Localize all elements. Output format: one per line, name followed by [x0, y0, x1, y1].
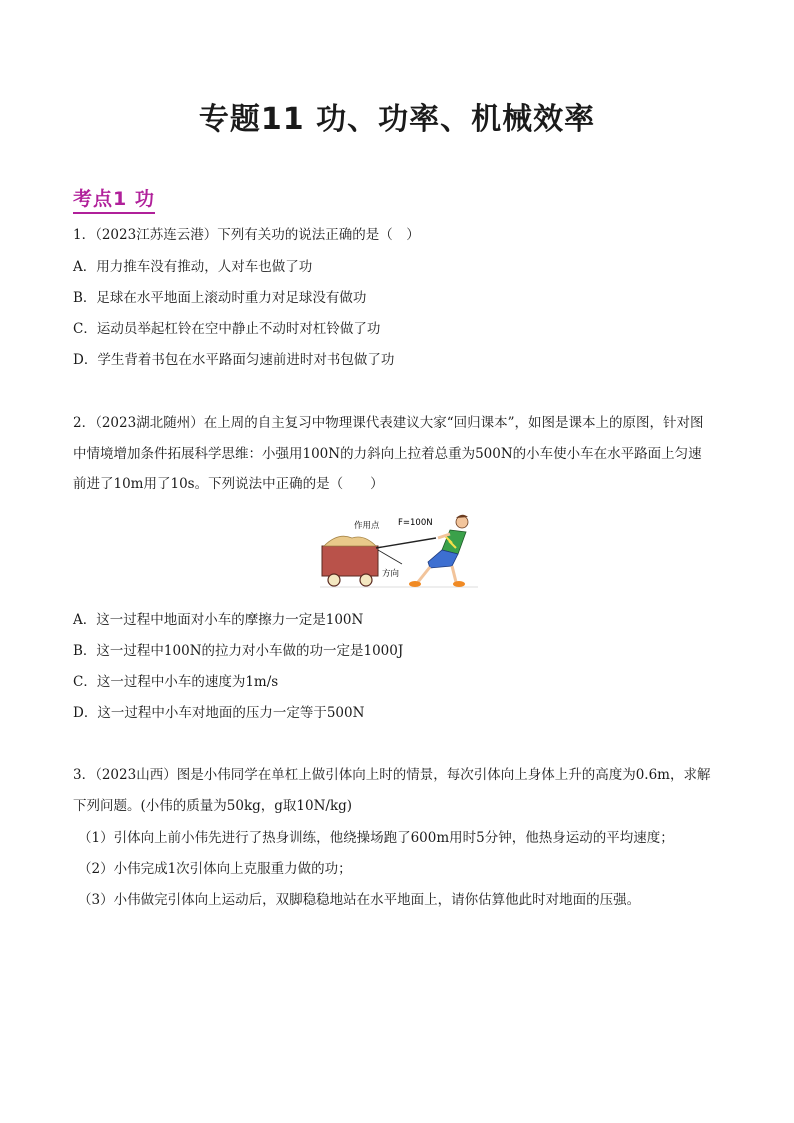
cart-wheel-right: [360, 574, 372, 586]
label-direction: 方向: [382, 569, 400, 579]
q3-stem-line-2: 下列问题。(小伟的质量为50kg，g取10N/kg): [73, 798, 353, 814]
cart-body: [322, 546, 378, 576]
direction-pointer: [378, 550, 402, 564]
q3-part-3: （3）小伟做完引体向上运动后，双脚稳稳地站在水平地面上，请你估算他此时对地面的压强。: [78, 892, 641, 908]
boy-shoe-back: [409, 581, 421, 587]
q2-option-d: D．这一过程中小车对地面的压力一定等于500N: [73, 705, 365, 721]
q3-part-1: （1）引体向上前小伟先进行了热身训练，他绕操场跑了600m用时5分钟，他热身运动的平均速度；: [78, 830, 674, 846]
section-heading: 考点1 功: [73, 184, 155, 214]
cart-load: [324, 536, 376, 546]
boy-leg-back: [418, 567, 430, 582]
q1-option-d: D．学生背着书包在水平路面匀速前进时对书包做了功: [73, 352, 395, 368]
q2-stem-line-2: 中情境增加条件拓展科学思维：小强用100N的力斜向上拉着总重为500N的小车使小车在水平路面上匀速: [73, 446, 702, 462]
boy-leg-front: [452, 566, 456, 582]
q2-option-c: C．这一过程中小车的速度为1m/s: [73, 674, 279, 690]
q3-part-2: （2）小伟完成1次引体向上克服重力做的功；: [78, 861, 352, 877]
q1-option-c: C．运动员举起杠铃在空中静止不动时对杠铃做了功: [73, 321, 381, 337]
page-title: 专题11 功、功率、机械效率: [198, 102, 596, 137]
q1-stem: 1．（2023江苏连云港）下列有关功的说法正确的是（ ）: [73, 227, 420, 243]
cart-wheel-left: [328, 574, 340, 586]
q2-stem-line-1: 2．（2023湖北随州）在上周的自主复习中物理课代表建议大家“回归课本”，如图是课本上的原图，针对图: [73, 415, 704, 431]
label-force: F=100N: [398, 518, 433, 528]
boy-shorts: [428, 550, 458, 568]
q1-option-b: B．足球在水平地面上滚动时重力对足球没有做功: [73, 290, 367, 306]
q2-stem-line-3: 前进了10m用了10s。下列说法中正确的是（ ）: [73, 476, 384, 492]
boy-shirt: [442, 530, 466, 554]
label-application-point: 作用点: [354, 521, 380, 531]
q3-stem-line-1: 3．（2023山西）图是小伟同学在单杠上做引体向上时的情景，每次引体向上身体上升的高度为0.6m，求解: [73, 767, 711, 783]
q2-option-a: A．这一过程中地面对小车的摩擦力一定是100N: [73, 612, 364, 628]
boy-shoe-front: [453, 581, 465, 587]
cart-pulling-figure: [318, 510, 483, 596]
pull-rope: [376, 538, 436, 548]
q2-option-b: B．这一过程中100N的拉力对小车做的功一定是1000J: [73, 643, 404, 659]
q1-option-a: A．用力推车没有推动，人对车也做了功: [73, 259, 313, 275]
